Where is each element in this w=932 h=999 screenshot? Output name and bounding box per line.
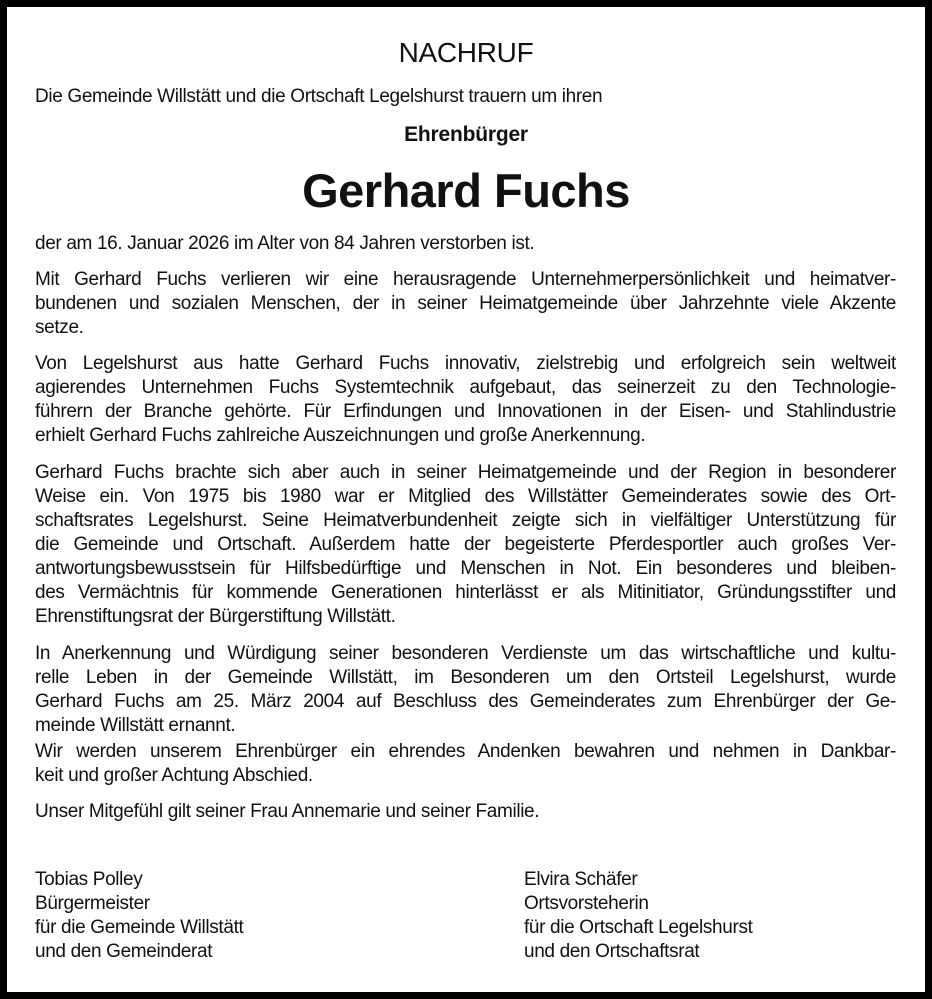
paragraph [35, 461, 896, 629]
paragraph [35, 740, 896, 788]
signatory-role: Bürgermeister [35, 893, 150, 914]
paragraph [35, 352, 896, 448]
paragraph-line: die Gemeinde und Ortschaft. Außerdem hatte der begeisterte Pferdesportler auch großes Ver- [35, 534, 896, 555]
paragraph-line: In Anerkennung und Würdigung seiner besonderen Verdienste um das wirtschaftliche und kultu- [35, 643, 896, 664]
paragraph-line: agierendes Unternehmen Fuchs Systemtechnik aufgebaut, das seinerzeit zu den Technologie- [35, 377, 896, 398]
paragraph-line: relle Leben in der Gemeinde Willstätt, im Besonderen um den Ortsteil Legelshurst, wurde [35, 667, 896, 688]
signatory-and: und den Gemeinderat [35, 941, 213, 962]
signature-left [35, 868, 243, 964]
paragraph-line: bundenen und sozialen Menschen, der in seiner Heimatgemeinde über Jahrzehnte viele Akzente [35, 293, 896, 314]
honorary-title: Ehrenbürger [404, 123, 528, 146]
paragraph-line: erhielt Gerhard Fuchs zahlreiche Auszeichnungen und große Anerkennung. [35, 425, 646, 446]
paragraph-line: keit und großer Achtung Abschied. [35, 765, 313, 786]
paragraph-line: Weise ein. Von 1975 bis 1980 war er Mitglied des Willstätter Gemeinderates sowie des Ort- [35, 486, 896, 507]
paragraph-line: Ehrenstiftungsrat der Bürgerstiftung Willstätt. [35, 606, 396, 627]
signature-right [524, 868, 753, 964]
paragraph-line: setze. [35, 317, 84, 338]
paragraph-line: führern der Branche gehörte. Für Erfindungen und Innovationen in der Eisen- und Stahlindustrie [35, 401, 896, 422]
paragraph-line: Wir werden unserem Ehrenbürger ein ehrendes Andenken bewahren und nehmen in Dankbar- [35, 741, 896, 762]
obituary-title: NACHRUF [398, 37, 534, 68]
lead-sentence: Die Gemeinde Willstätt und die Ortschaft Legelshurst trauern um ihren [35, 86, 603, 107]
signatory-for: für die Gemeinde Willstätt [35, 917, 244, 938]
paragraph [35, 232, 896, 256]
paragraph-line: des Vermächtnis für kommende Generationen hinterlässt er als Mitinitiator, Gründungsstifter und [35, 582, 896, 603]
paragraph-line: Gerhard Fuchs brachte sich aber auch in seiner Heimatgemeinde und der Region in besonderer [35, 462, 896, 483]
signatory-and: und den Ortschaftsrat [524, 941, 700, 962]
paragraph-line: antwortungsbewusstsein für Hilfsbedürftige und Menschen in Not. Ein besonderes und bleiben- [35, 558, 896, 579]
paragraph [35, 642, 896, 738]
signatory-name: Tobias Polley [35, 869, 143, 890]
paragraph-line: meinde Willstätt ernannt. [35, 715, 236, 736]
signatory-name: Elvira Schäfer [524, 869, 638, 890]
paragraph [35, 268, 896, 340]
paragraph-line: Unser Mitgefühl gilt seiner Frau Annemarie und seiner Familie. [35, 801, 540, 822]
paragraph-line: Von Legelshurst aus hatte Gerhard Fuchs innovativ, zielstrebig und erfolgreich sein weltweit [35, 353, 896, 374]
deceased-name: Gerhard Fuchs [302, 164, 630, 217]
paragraph-line: Gerhard Fuchs am 25. März 2004 auf Beschluss des Gemeinderates zum Ehrenbürger der Ge- [35, 691, 896, 712]
paragraph-line: schaftsrates Legelshurst. Seine Heimatverbundenheit zeigte sich in vielfältiger Unterstützung für [35, 510, 896, 531]
paragraph-line: Mit Gerhard Fuchs verlieren wir eine herausragende Unternehmerpersönlichkeit und heimatver- [35, 269, 896, 290]
signatory-for: für die Ortschaft Legelshurst [524, 917, 753, 938]
paragraph [35, 800, 896, 824]
signatory-role: Ortsvorsteherin [524, 893, 649, 914]
paragraph-line: der am 16. Januar 2026 im Alter von 84 Jahren verstorben ist. [35, 233, 535, 254]
